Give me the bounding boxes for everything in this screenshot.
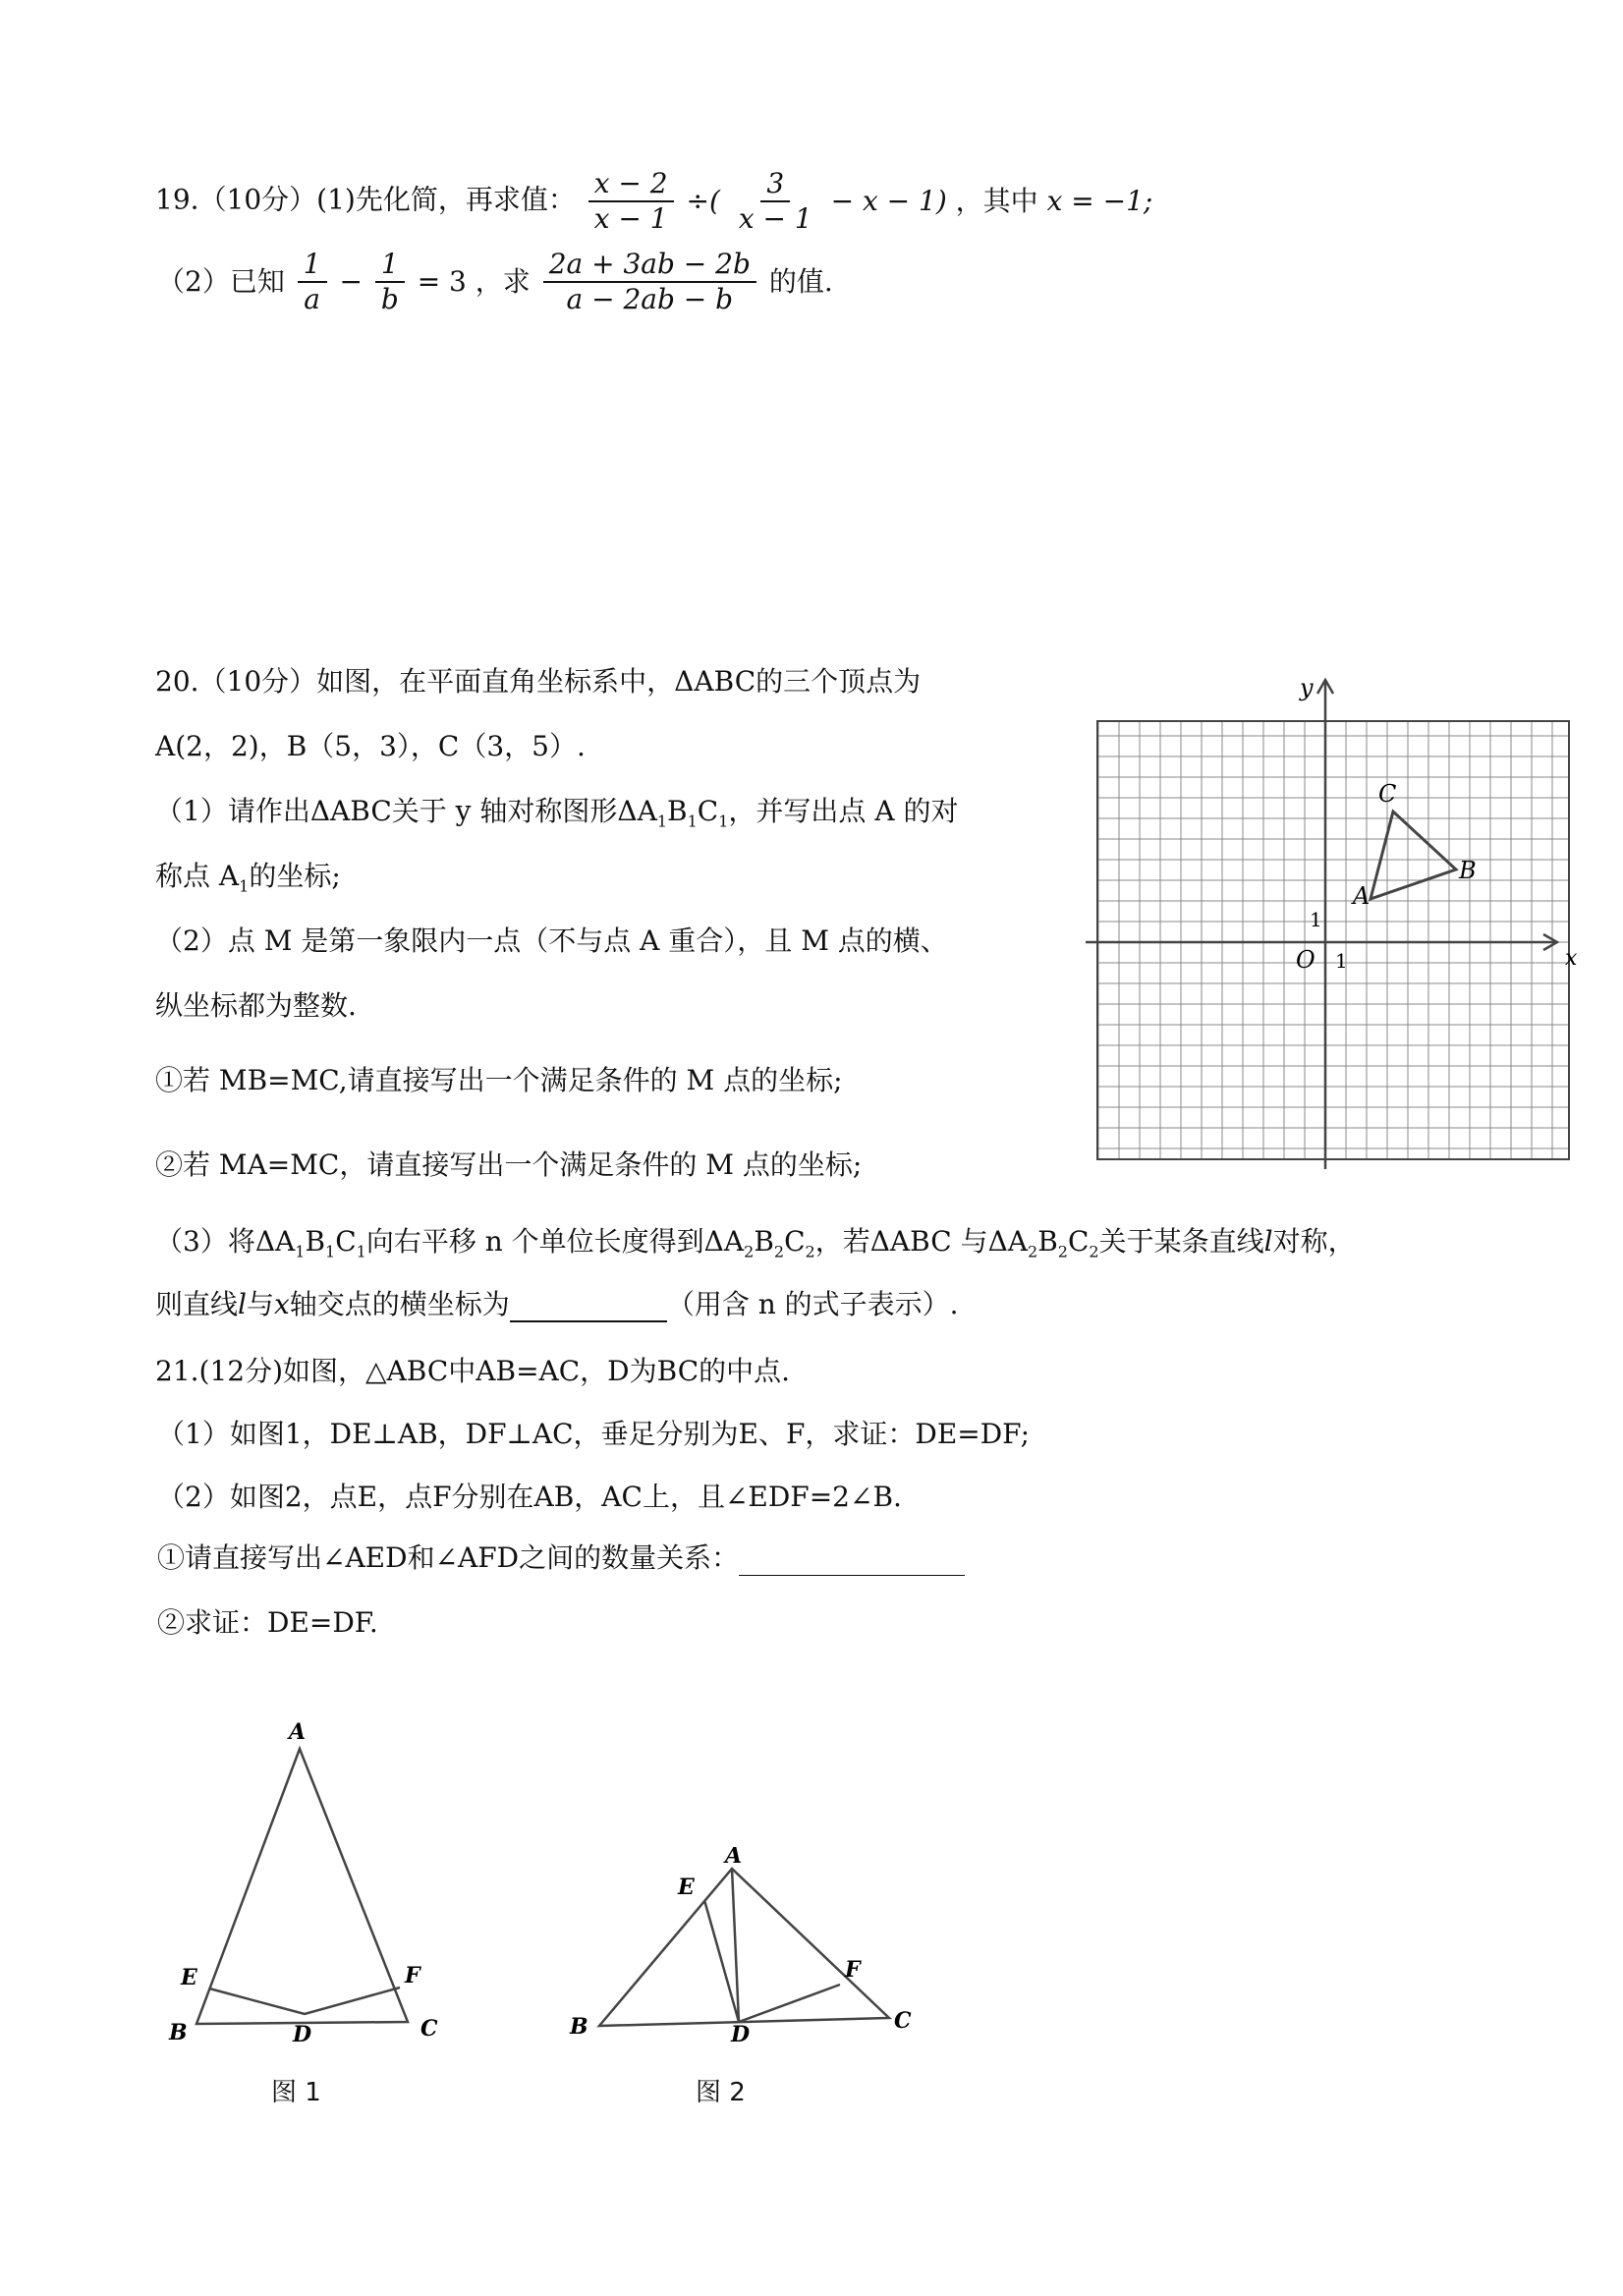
fraction-1-over-a: $\frac{1}{a}$ bbox=[298, 248, 327, 316]
q19-line1: 19.（10分）(1)先化简，再求值： $\frac{x - 2}{x - 1}$ ÷( $\frac{3}{x - 1}$ − x − 1) ，其中 x = −1; bbox=[155, 167, 1153, 235]
triangle-abc-fig1 bbox=[196, 1749, 408, 2024]
q20-line3: （1）请作出ΔABC关于 y 轴对称图形$\Delta A_1B_1C_1$，并写出点 A 的对 bbox=[155, 795, 959, 831]
q21-line2: （1）如图1，DE⊥AB，DF⊥AC，垂足分别为E、F，求证：DE=DF; bbox=[157, 1418, 1031, 1450]
q20-line7: ①若 MB=MC,请直接写出一个满足条件的 M 点的坐标; bbox=[155, 1064, 843, 1096]
q20-line5: （2）点 M 是第一象限内一点（不与点 A 重合），且 M 点的横、 bbox=[155, 924, 948, 957]
answer-blank bbox=[510, 1295, 667, 1322]
q21-line1: 21.(12分)如图，△ABC中AB=AC，D为BC的中点. bbox=[155, 1355, 791, 1387]
grid-lines bbox=[1097, 721, 1569, 1159]
fig1-label-c: C bbox=[420, 2016, 438, 2042]
fig1-label-b: B bbox=[169, 2020, 188, 2044]
fig1-label-e: E bbox=[181, 1965, 197, 1990]
fig1-caption: 图 1 bbox=[271, 2078, 321, 2107]
q20-line6: 纵坐标都为整数. bbox=[155, 989, 357, 1022]
fig2-label-e: E bbox=[678, 1875, 695, 1900]
fig2-caption: 图 2 bbox=[696, 2078, 746, 2107]
fig1-label-a: A bbox=[289, 1719, 307, 1745]
q20-line2: A(2，2)，B（5，3），C（3，5）. bbox=[155, 730, 586, 762]
fig2-label-f: F bbox=[845, 1957, 861, 1983]
q19-line2: （2）已知 $\frac{1}{a}$ − $\frac{1}{b}$ = 3 ，求 $\frac{2a + 3ab - 2b}{a - 2ab - b}$ 的值. bbox=[157, 248, 833, 315]
segment-df bbox=[739, 1985, 840, 2022]
segments-ed-da bbox=[704, 1869, 739, 2022]
fig2-label-d: D bbox=[731, 2022, 751, 2044]
x-axis-label: x bbox=[1565, 946, 1578, 971]
fraction-expression: $\frac{2a + 3ab - 2b}{a - 2ab - b}$ bbox=[543, 248, 756, 316]
point-c-label: C bbox=[1378, 780, 1397, 808]
figure-1 bbox=[157, 1709, 452, 2044]
fig2-label-c: C bbox=[894, 2008, 912, 2034]
coordinate-grid-figure bbox=[1086, 668, 1587, 1179]
fig1-label-f: F bbox=[405, 1963, 420, 1988]
fraction-1-over-b: $\frac{1}{b}$ bbox=[375, 248, 405, 316]
q21-line5: ②求证：DE=DF. bbox=[157, 1606, 378, 1639]
fig1-label-d: D bbox=[293, 2022, 312, 2044]
fig2-label-a: A bbox=[725, 1847, 743, 1869]
q21-line4: ①请直接写出∠AED和∠AFD之间的数量关系： bbox=[157, 1540, 965, 1576]
fig2-label-b: B bbox=[570, 2014, 588, 2040]
point-a-label: A bbox=[1353, 882, 1371, 910]
figure-2 bbox=[560, 1847, 923, 2044]
fraction-x-minus-2-over-x-minus-1: $\frac{x - 2}{x - 1}$ bbox=[588, 167, 674, 236]
point-b-label: B bbox=[1459, 857, 1477, 884]
triangle-abc-fig2 bbox=[599, 1869, 889, 2026]
y-axis-label: y bbox=[1300, 674, 1314, 701]
segments-ed-df bbox=[209, 1988, 400, 2014]
q20-line9: （3）将$\Delta A_1B_1C_1$向右平移 n 个单位长度得到$\Delta A_2B_2C_2$，若ΔABC 与$\Delta A_2B_2C_2$关于某条直线l对称， bbox=[155, 1225, 1356, 1261]
q20-line8: ②若 MA=MC，请直接写出一个满足条件的 M 点的坐标; bbox=[155, 1148, 863, 1181]
answer-blank bbox=[739, 1549, 965, 1576]
q20-line4: 称点 $A_1$的坐标; bbox=[155, 860, 341, 896]
grid-border bbox=[1097, 721, 1569, 1159]
x-unit-label: 1 bbox=[1335, 949, 1348, 973]
q21-line3: （2）如图2，点E，点F分别在AB，AC上，且∠EDF=2∠B. bbox=[157, 1481, 902, 1513]
fraction-3-over-x-minus-1: $\frac{3}{x - 1}$ bbox=[738, 167, 812, 235]
y-unit-label: 1 bbox=[1310, 908, 1322, 931]
origin-label: O bbox=[1296, 946, 1315, 974]
q20-line10: 则直线l与x轴交点的横坐标为 （用含 n 的式子表示）. bbox=[155, 1288, 959, 1320]
triangle-abc bbox=[1371, 812, 1456, 899]
q20-line1: 20.（10分）如图，在平面直角坐标系中，ΔABC的三个顶点为 bbox=[155, 665, 922, 698]
